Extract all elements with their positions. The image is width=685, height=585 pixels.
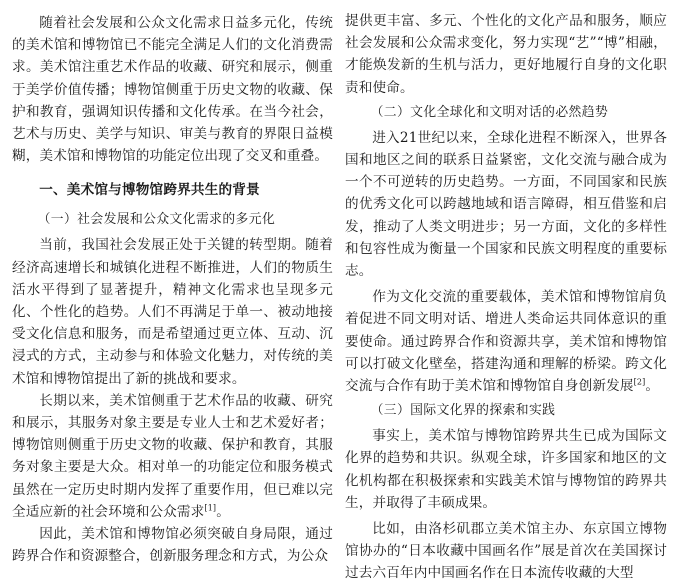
subsection-heading: （二）文化全球化和文明对话的必然趋势 [370, 104, 609, 120]
paragraph: 因此，美术馆和博物馆必须突破自身局限，通过跨界合作和资源整合，创新服务理念和方式，为公众 [12, 526, 333, 565]
subsection-heading: （一）社会发展和公众文化需求的多元化 [37, 212, 276, 228]
section-heading: 一、美术馆与博物馆跨界共生的背景 [39, 182, 260, 199]
citation-ref: [1] [204, 503, 217, 513]
paragraph: 事实上，美术馆与博物馆跨界共生已成为国际文化界的趋势和共识。纵观全球，许多国家和地区的文化机构都在积极探索和实践美术馆与博物馆的跨界共生，并取得了丰硕成果。 [345, 428, 667, 511]
citation-ref: [2] [633, 377, 646, 387]
paragraph-text: 长期以来，美术馆侧重于艺术作品的收藏、研究和展示，其服务对象主要是专业人士和艺术爱好者；博物馆则侧重于历史文物的收藏、保护和教育，其服务对象主要是大众。相对单一的功能定位和服务模式虽然在一定历史时期内发挥了重要作用，但已难以完全适应新的社会环境和公众需求 [12, 392, 333, 520]
paragraph: 随着社会发展和公众文化需求日益多元化，传统的美术馆和博物馆已不能完全满足人们的文化消费需求。美术馆注重艺术作品的收藏、研究和展示，侧重于美学价值传播；博物馆侧重于历史文物的收藏、保护和教育，强调知识传播和文化传承。在当今社会，艺术与历史、美学与知识、审美与教育的界限日益模糊，美术馆和博物馆的功能定位出现了交叉和重叠。 [12, 15, 333, 165]
subsection-heading: （三）国际文化界的探索和实践 [370, 403, 556, 419]
paragraph-text: 。 [645, 378, 660, 395]
paragraph: 当前，我国社会发展正处于关键的转型期。随着经济高速增长和城镇化进程不断推进，人们的物质生活水平得到了显著提升，精神文化需求也呈现多元化、个性化的趋势。人们不再满足于单一、被动地接受文化信息和服务，而是希望通过更立体、互动、沉浸式的方式，主动参与和体验文化魅力，对传统的美术馆和博物馆提出了新的挑战和要求。 [12, 237, 333, 387]
paragraph [12, 390, 333, 523]
paragraph: 比如，由洛杉矶郡立美术馆主办、东京国立博物馆协办的“日本收藏中国画名作”展是首次在美国探讨过去六百年内中国画名作在日本流传收藏的大型 [345, 521, 667, 582]
paragraph-text: 作为文化交流的重要载体，美术馆和博物馆肩负着促进不同文明对话、增进人类命运共同体意识的重要使命。通过跨界合作和资源共享，美术馆和博物馆可以打破文化壁垒，搭建沟通和理解的桥梁。跨文化交流与合作有助于美术馆和博物馆自身创新发展 [345, 289, 667, 395]
left-column [12, 10, 333, 567]
paragraph: 提供更丰富、多元、个性化的文化产品和服务，顺应社会发展和公众需求变化，努力实现“艺”“博”相融，才能焕发新的生机与活力，更好地履行自身的文化职责和使命。 [345, 13, 667, 96]
paragraph: 进入21世纪以来，全球化进程不断深入，世界各国和地区之间的联系日益紧密，文化交流与融合成为一个不可逆转的历史趋势。一方面，不同国家和民族的优秀文化可以跨越地域和语言障碍，相互借鉴和启发，推动了人类文明进步；另一方面，文化的多样性和包容性成为衡量一个国家和民族文明程度的重要标志。 [345, 129, 667, 280]
paragraph-text: 。 [216, 503, 230, 520]
paragraph [345, 286, 667, 397]
right-column [345, 10, 667, 585]
